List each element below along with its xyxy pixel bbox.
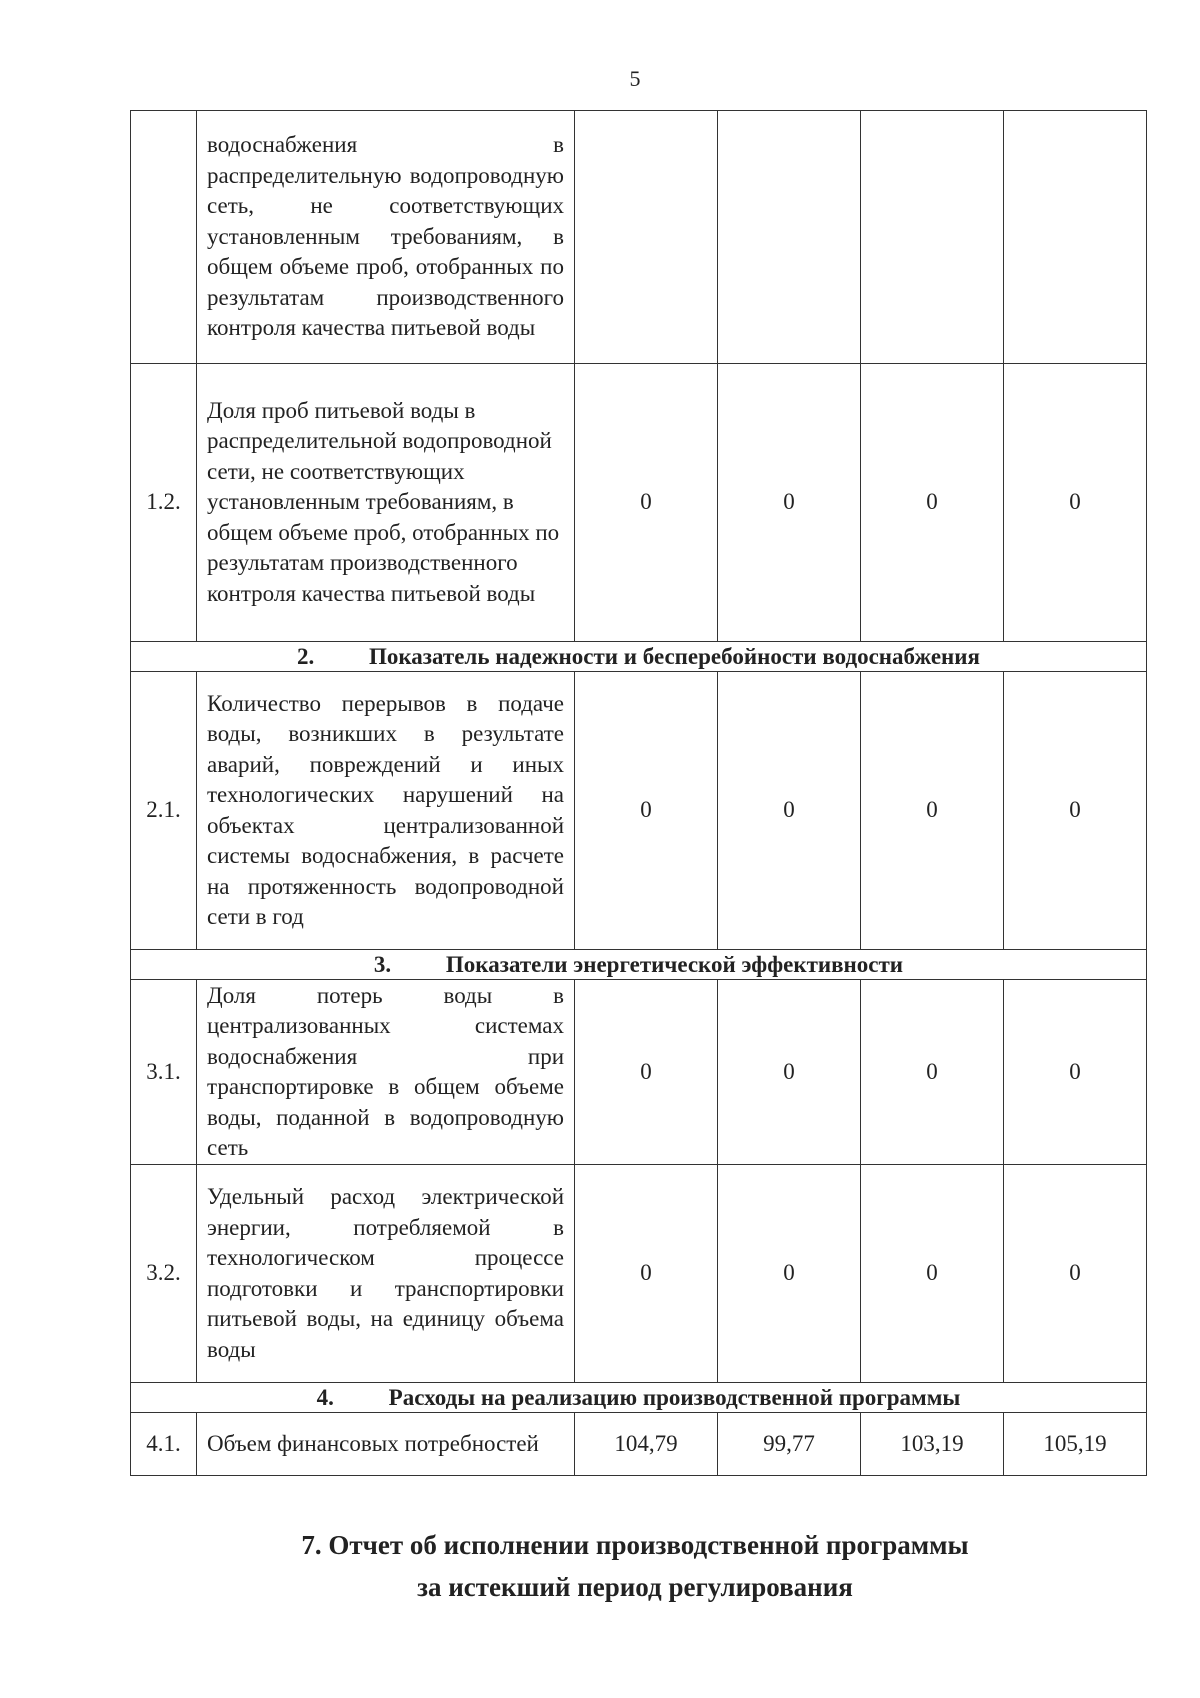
indicator-name: Удельный расход электрической энергии, потребляемой в технологическом процессе подготовки и транспортировки питьевой воды, на единицу объема воды [197, 1165, 575, 1383]
table-row [131, 672, 1147, 950]
row-number-cell [131, 111, 197, 364]
indicator-name: Объем финансовых потребностей [197, 1413, 575, 1476]
table-row [131, 1413, 1147, 1476]
row-number: 2.1. [131, 672, 197, 950]
section-header [131, 950, 1147, 980]
value-cell: 99,77 [718, 1413, 861, 1476]
value-cell [861, 111, 1004, 364]
value-cell [575, 111, 718, 364]
value-cell: 0 [575, 980, 718, 1165]
value-cell: 0 [861, 1165, 1004, 1383]
indicator-name: Количество перерывов в подаче воды, возникших в результате аварий, повреждений и иных технологических нарушений на объектах централизованной системы водоснабжения, в расчете на протяженность водопроводной сети в год [197, 672, 575, 950]
value-cell: 0 [1004, 364, 1147, 642]
value-cell: 0 [861, 364, 1004, 642]
section-header [131, 1383, 1147, 1413]
section-title: Показатели энергетической эффективности [445, 951, 904, 977]
value-cell: 0 [1004, 672, 1147, 950]
table-row [131, 364, 1147, 642]
heading-line-2: за истекший период регулирования [417, 1572, 853, 1602]
section-title: Показатель надежности и бесперебойности водоснабжения [368, 643, 981, 669]
table-row [131, 111, 1147, 364]
value-cell: 0 [718, 364, 861, 642]
value-cell: 105,19 [1004, 1413, 1147, 1476]
value-cell: 103,19 [861, 1413, 1004, 1476]
page-number: 5 [629, 66, 641, 91]
value-cell: 0 [861, 980, 1004, 1165]
value-cell: 0 [718, 980, 861, 1165]
value-cell [1004, 111, 1147, 364]
value-cell [718, 111, 861, 364]
value-cell: 0 [575, 364, 718, 642]
section-row [131, 1383, 1147, 1413]
indicator-name: Доля проб питьевой воды в распределительной водопроводной сети, не соответствующих установленным требованиям, в общем объеме проб, отобранных по результатам производственного контроля качества питьевой воды [197, 364, 575, 642]
indicators-table [130, 110, 1147, 1476]
value-cell: 0 [861, 672, 1004, 950]
section-header [131, 642, 1147, 672]
value-cell: 0 [718, 672, 861, 950]
table-row [131, 980, 1147, 1165]
section-number: 2. [296, 643, 315, 669]
section-title: Расходы на реализацию производственной программы [388, 1384, 961, 1410]
value-cell: 0 [1004, 1165, 1147, 1383]
value-cell: 0 [575, 672, 718, 950]
row-number: 1.2. [131, 364, 197, 642]
section-number: 3. [373, 951, 392, 977]
value-cell: 0 [575, 1165, 718, 1383]
indicator-name: Доля потерь воды в централизованных системах водоснабжения при транспортировке в общем объеме воды, поданной в водопроводную сеть [197, 980, 575, 1165]
indicator-name: водоснабжения в распределительную водопроводную сеть, не соответствующих установленным требованиям, в общем объеме проб, отобранных по результатам производственного контроля качества питьевой воды [197, 111, 575, 364]
section-row [131, 950, 1147, 980]
table-row [131, 1165, 1147, 1383]
row-number: 3.1. [131, 980, 197, 1165]
row-number: 3.2. [131, 1165, 197, 1383]
section-number: 4. [316, 1384, 334, 1410]
heading-line-1: 7. Отчет об исполнении производственной программы [301, 1530, 969, 1560]
section-row [131, 642, 1147, 672]
value-cell: 0 [1004, 980, 1147, 1165]
row-number: 4.1. [131, 1413, 197, 1476]
value-cell: 0 [718, 1165, 861, 1383]
section-heading [0, 1524, 1200, 1608]
value-cell: 104,79 [575, 1413, 718, 1476]
